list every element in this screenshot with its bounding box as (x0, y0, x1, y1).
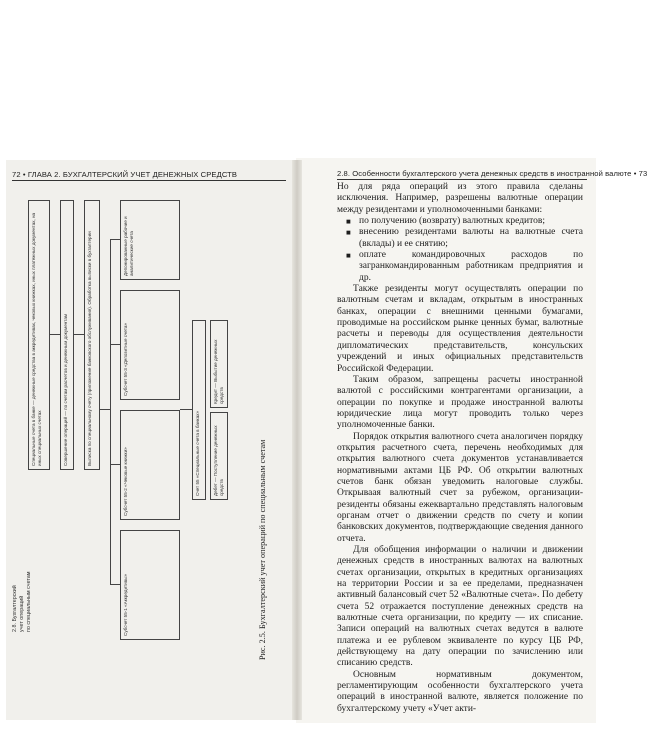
paragraph: Основным нормативным документом, регламентирующим особенности бухгалтерского учета операций в иностранной валюте, является положение по бухгалтерскому учету «Учет акти- (337, 669, 583, 714)
bullet-text: внесению резидентами валюты на валютные счета (вклады) и ее снятию; (359, 227, 583, 249)
left-running-head: 72 • ГЛАВА 2. БУХГАЛТЕРСКИЙ УЧЕТ ДЕНЕЖНЫХ СРЕДСТВ (12, 170, 238, 179)
side-note-line: по специальным счетам (26, 571, 32, 632)
diagram-connector (110, 464, 120, 465)
figure-diagram (20, 180, 280, 700)
bullet-text: по получению (возврату) валютных кредитов; (359, 216, 546, 227)
diagram-box-subaccount-1: Субсчет 55-1 «Аккредитивы» (120, 530, 180, 640)
bullet-list (337, 216, 583, 284)
bullet-square-icon: ■ (346, 228, 351, 238)
diagram-box-deposit: Депонированные рабочие и аналитические счета (120, 200, 180, 280)
paragraph: Порядок открытия валютного счета аналогичен порядку открытия расчетного счета, перечень необходимых для открытия валютного счета документов устанавливается нормативными актами ЦБ РФ. Об открытии валютных счетов банк обязан уведомить налоговые службы. Открываая валютный счет за рубежом, организации-резиденты обязаны ежеквартально представлять налоговым органам отчет о движении средств по счету и копии банковских документов, подтверждающие сведения данного отчета. (337, 431, 583, 544)
diagram-connector (180, 409, 192, 410)
right-running-head: 2.8. Особенности бухгалтерского учета денежных средств в иностранной валюте • 73 (337, 169, 647, 178)
bullet-item (337, 250, 583, 284)
diagram-connector (110, 584, 120, 585)
diagram-connector (110, 344, 120, 345)
diagram-connector (100, 409, 110, 410)
bullet-square-icon: ■ (346, 217, 351, 227)
bullet-text: оплате командировочных расходов по загранкомандированным работникам предприятия и др. (359, 250, 583, 283)
diagram-connector (110, 240, 111, 585)
paragraph: Также резиденты могут осуществлять операции по валютным счетам и вкладам, открытым в иностранных банках, операции с внешними ценными бумагами, проводимые на российском рынке ценных бумаг, валютные расчеты и переводы для осуществления деятельности дипломатических представительств, консульских учреждений и иных официальных представительств Российской Федерации. (337, 284, 583, 374)
bullet-item (337, 216, 583, 227)
diagram-connector (50, 334, 60, 335)
right-header-rule (337, 179, 587, 180)
side-note-line: учет операций (19, 595, 25, 632)
bullet-item (337, 227, 583, 250)
diagram-box-special-accounts: Специальные счета в банке — денежные средства в аккредитивах, чековых книжках, иных платежных документах, на иных специальных счетах (28, 200, 50, 470)
bullet-square-icon: ■ (346, 251, 351, 261)
diagram-box-credit: Кредит — Выбытие денежных средств (210, 320, 228, 408)
diagram-box-subaccount-3: Субсчет 55-3 «Депозитные счета» (120, 290, 180, 400)
diagram-connector (74, 334, 84, 335)
diagram-box-account-55: Счет 55 «Специальные счета в банках» (192, 320, 206, 500)
right-page-body (337, 182, 583, 715)
diagram-box-statement: Выписка по специальному счету (приложение банковского обслуживания). Обработка выписки в бухгалтерии (84, 200, 100, 470)
book-gutter (292, 160, 302, 720)
diagram-box-operations: Совершение операций — по счетам расчетов и денежным документам (60, 200, 74, 470)
paragraph: Но для ряда операций из этого правила сделаны исключения. Например, разрешены валютные операции между резидентами и уполномоченными банками: (337, 182, 583, 215)
diagram-box-subaccount-2: Субсчет 55-2 «Чековые книжки» (120, 410, 180, 520)
paragraph: Таким образом, запрещены расчеты иностранной валютой с российскими контрагентами организации, а операции по покупке и продаже иностранной валюты юридические лица могут проводить только через уполномоченные банки. (337, 374, 583, 431)
paragraph: Для обобщения информации о наличии и движении денежных средств в иностранных валютах на валютных счетах организации, открытых в кредитных организациях на территории России и за ее пределами, предназначен активный балансовый счет 52 «Валютные счета». По дебету счета 52 отражается поступление денежных средств на валютные счета организации, по кредиту — их списание. Записи операций на валютных счетах ведутся в валюте платежа и ее рублевом эквиваленте по курсу ЦБ РФ, действующему на дату операции по зачислению или списанию средств. (337, 545, 583, 669)
figure-caption: Рис. 2.5. Бухгалтерский учет операций по специальным счетам (258, 439, 267, 660)
side-note (12, 571, 33, 632)
diagram-box-debit: Дебет — Поступление денежных средств (210, 412, 228, 500)
side-note-line: 2.8. Бухгалтерский (12, 585, 18, 632)
diagram-connector (110, 239, 120, 240)
